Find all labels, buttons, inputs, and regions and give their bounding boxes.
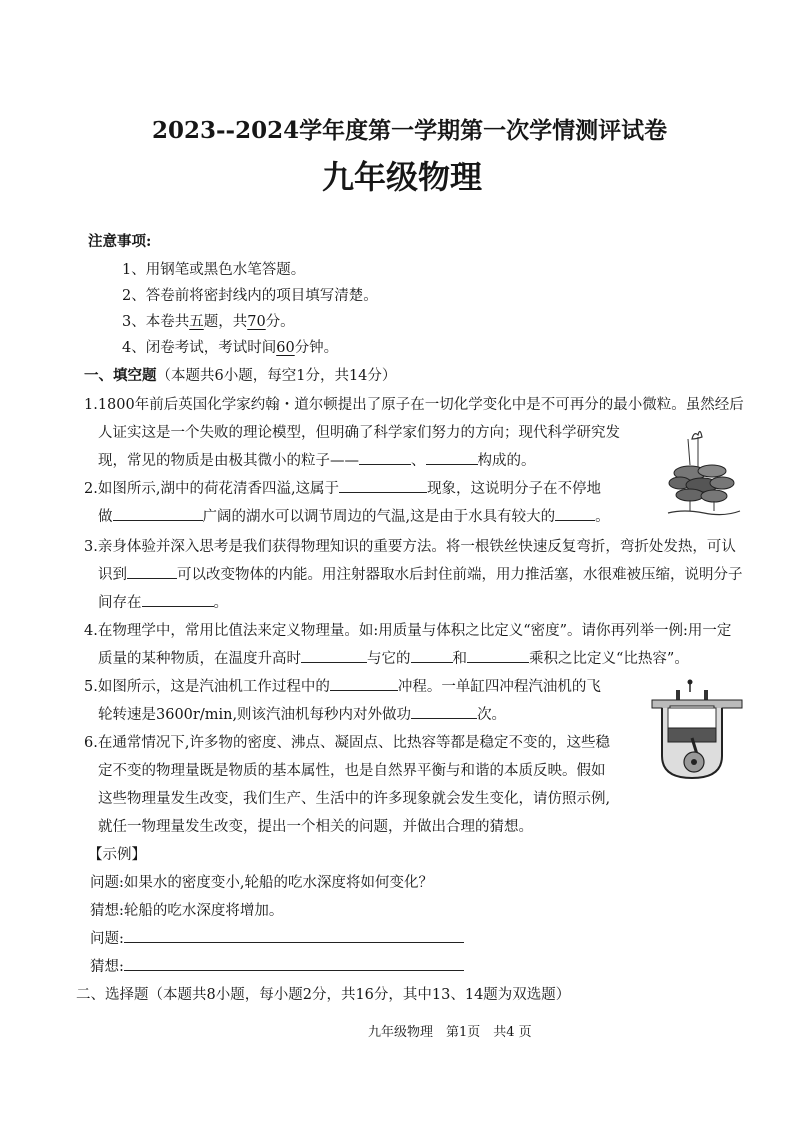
exam-subject-title: 九年级物理 (322, 158, 483, 196)
section1-heading (84, 364, 396, 385)
q3-line1: 3.亲身体验并深入思考是我们获得物理知识的重要方法。将一根铁丝快速反复弯折，弯折处发热，可认 (84, 539, 736, 555)
q1-blank-1[interactable] (359, 450, 411, 465)
notes-heading: 注意事项: (88, 233, 152, 250)
q5-line1-end: 冲程。一单缸四冲程汽油机的飞 (397, 679, 601, 695)
q6-example-question: 问题:如果水的密度变小,轮船的吃水深度将如何变化？ (90, 875, 433, 891)
section1-title: 一、填空题 (84, 367, 157, 384)
q6-example-tag: 【示例】 (88, 847, 146, 863)
q6-guess-label: 猜想: (90, 959, 124, 975)
q2-line2-pre: 做 (98, 509, 113, 525)
q2-blank-1[interactable] (339, 478, 427, 493)
q1-line3-end: 构成的。 (477, 453, 536, 469)
q2-line1 (84, 477, 601, 498)
q6-example-guess: 猜想:轮船的吃水深度将增加。 (90, 903, 284, 919)
q5-line2 (98, 703, 506, 724)
note-item-2: 2、答卷前将密封线内的项目填写清楚。 (122, 288, 378, 304)
q1-blank-2[interactable] (426, 450, 478, 465)
q2-blank-2[interactable] (113, 506, 203, 521)
q2-line2 (98, 505, 610, 526)
q3-line3-pre: 间存在 (98, 595, 142, 611)
section2-heading: 二、选择题（本题共8小题，每小题2分，共16分，其中13、14题为双选题） (76, 987, 571, 1003)
q4-blank-3[interactable] (467, 648, 529, 663)
q1-line3-text: 现，常见的物质是由极其微小的粒子—— (98, 453, 359, 469)
note-item-3-post: 分。 (265, 314, 295, 330)
q4-blank-2[interactable] (411, 648, 453, 663)
section1-desc: （本题共6小题，每空1分，共14分） (156, 368, 397, 384)
q4-line2-pre: 质量的某种物质，在温度升高时 (98, 651, 301, 667)
note-item-4-post: 分钟。 (294, 340, 339, 356)
q3-line2-pre: 识到 (98, 567, 127, 583)
q1-line3 (98, 449, 536, 470)
q5-line1 (84, 675, 601, 696)
q2-line1-end: 现象，这说明分子在不停地 (427, 481, 602, 497)
q4-line2-mid2: 和 (452, 651, 467, 667)
q1-line1: 1.1800年前后英国化学家约翰・道尔顿提出了原子在一切化学变化中是不可再分的最小微粒。虽然经后 (84, 397, 744, 413)
q5-blank-2[interactable] (411, 704, 477, 719)
q1-line2: 人证实这是一个失败的理论模型，但明确了科学家们努力的方向；现代科学研究发 (98, 425, 620, 441)
note-item-3-pre: 3、本卷共 (122, 314, 190, 330)
q2-line2-mid: 广阔的湖水可以调节周边的气温,这是由于水具有较大的 (202, 509, 556, 525)
q2-blank-3[interactable] (555, 506, 595, 521)
q2-line1-text: 2.如图所示,湖中的荷花清香四溢,这属于 (84, 481, 340, 497)
note-item-3 (122, 310, 295, 331)
q3-line3 (98, 591, 228, 612)
q3-line2-end: 可以改变物体的内能。用注射器取水后封住前端，用力推活塞，水很难被压缩，说明分子 (177, 567, 743, 583)
note-item-1: 1、用钢笔或黑色水笔答题。 (122, 262, 306, 278)
q6-line2: 定不变的物理量既是物质的基本属性，也是自然界平衡与和谐的本质反映。假如 (98, 763, 606, 779)
q1-sep: 、 (411, 453, 426, 469)
page-footer: 九年级物理 第1页 共4 页 (368, 1025, 532, 1040)
q5-blank-1[interactable] (330, 676, 398, 691)
q5-line2-end: 次。 (477, 707, 507, 723)
q6-line4: 就任一物理量发生改变，提出一个相关的问题，并做出合理的猜想。 (98, 819, 533, 835)
q6-guess-row (90, 955, 464, 976)
q4-line1: 4.在物理学中，常用比值法来定义物理量。如:用质量与体积之比定义“密度”。请你再列举一例:用一定 (84, 623, 732, 639)
q2-line2-end: 。 (595, 509, 610, 525)
q6-question-blank[interactable] (124, 928, 464, 943)
q6-question-label: 问题: (90, 931, 124, 947)
q3-blank-1[interactable] (127, 564, 177, 579)
q6-line1: 6.在通常情况下,许多物的密度、沸点、凝固点、比热容等都是稳定不变的，这些稳 (84, 735, 610, 751)
lotus-pond-illustration (664, 425, 744, 521)
exam-title: 2023--2024学年度第一学期第一次学情测评试卷 (152, 117, 668, 144)
q3-line3-end: 。 (213, 595, 228, 611)
note-item-4-pre: 4、闭卷考试，考试时间 (122, 340, 277, 356)
note-item-4 (122, 336, 338, 357)
q4-line2 (98, 647, 689, 668)
q5-line2-pre: 轮转速是3600r/min,则该汽油机每秒内对外做功 (98, 707, 412, 723)
q3-blank-2[interactable] (142, 592, 214, 607)
q4-blank-1[interactable] (301, 648, 367, 663)
q4-line2-end: 乘积之比定义“比热容”。 (529, 651, 689, 667)
note-total-score: 70 (247, 314, 266, 330)
q6-line3: 这些物理量发生改变，我们生产、生活中的许多现象就会发生变化，请仿照示例, (98, 791, 611, 807)
note-item-3-mid: 题，共 (203, 314, 248, 330)
q5-line1-pre: 5.如图所示，这是汽油机工作过程中的 (84, 679, 330, 695)
gasoline-engine-cylinder-illustration (650, 678, 744, 782)
note-exam-minutes: 60 (276, 340, 295, 356)
q4-line2-mid1: 与它的 (367, 651, 411, 667)
note-question-count: 五 (189, 314, 204, 330)
q6-guess-blank[interactable] (124, 956, 464, 971)
q3-line2 (98, 563, 743, 584)
q6-question-row (90, 927, 464, 948)
